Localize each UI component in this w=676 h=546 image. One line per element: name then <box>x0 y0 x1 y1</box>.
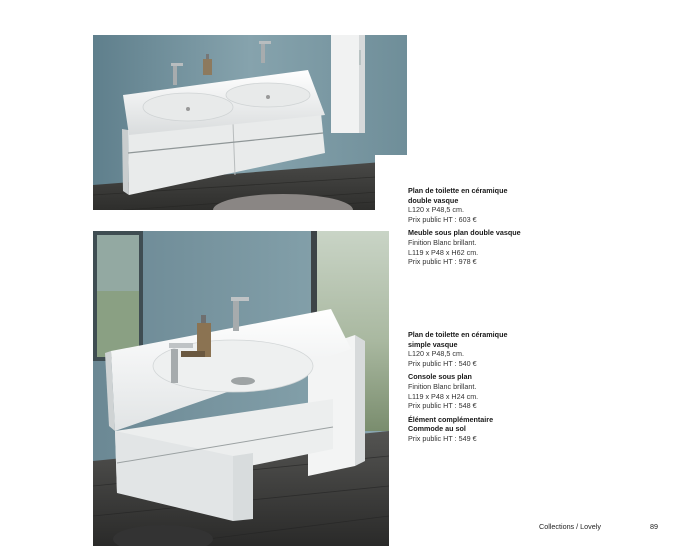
product-finish: Finition Blanc brillant. <box>408 237 477 247</box>
product-dimensions: L120 x P48,5 cm. <box>408 349 464 359</box>
product-dimensions: L120 x P48,5 cm. <box>408 205 464 215</box>
product-description-top <box>408 186 558 267</box>
product-finish: Finition Blanc brillant. <box>408 381 477 391</box>
product-price: Prix public HT : 549 € <box>408 433 477 443</box>
product-description-bottom <box>408 330 558 444</box>
product-title: double vasque <box>408 195 459 205</box>
product-title: Meuble sous plan double vasque <box>408 228 521 238</box>
product-title: Console sous plan <box>408 372 472 382</box>
product-price: Prix public HT : 978 € <box>408 257 477 267</box>
product-price: Prix public HT : 540 € <box>408 358 477 368</box>
product-price: Prix public HT : 548 € <box>408 401 477 411</box>
product-dimensions: L119 x P48 x H24 cm. <box>408 391 479 401</box>
product-title: simple vasque <box>408 339 458 349</box>
product-dimensions: L119 x P48 x H62 cm. <box>408 247 479 257</box>
product-title: Élément complémentaire <box>408 414 494 424</box>
product-title: Plan de toilette en céramique <box>408 186 508 195</box>
page-number: 89 <box>650 522 658 531</box>
product-title: Commode au sol <box>408 424 466 434</box>
double-basin-vanity-photo <box>93 35 407 210</box>
footer-collection-label: Collections / Lovely <box>539 522 601 531</box>
product-title: Plan de toilette en céramique <box>408 330 508 339</box>
product-price: Prix public HT : 603 € <box>408 214 477 224</box>
single-basin-vanity-photo <box>93 231 389 546</box>
